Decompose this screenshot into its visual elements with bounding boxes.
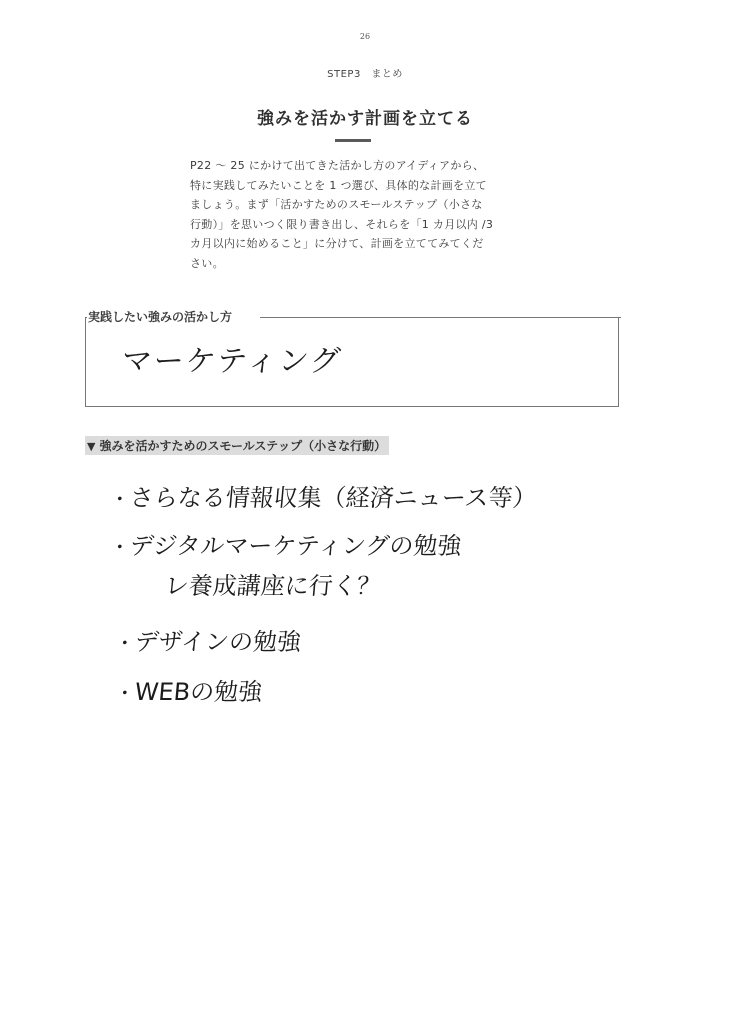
list-item-subnote: レ養成講座に行く？ bbox=[163, 572, 383, 600]
intro-line: 行動）」を思いつく限り書き出し、それらを「1 カ月以内 /3 bbox=[190, 217, 494, 231]
page-number: 26 bbox=[359, 32, 371, 41]
bullet: ・ bbox=[108, 535, 131, 559]
step-label: STEP3 まとめ bbox=[327, 69, 403, 80]
practice-box-answer: マーケティング bbox=[119, 344, 344, 379]
triangle-down-icon: ▼ bbox=[87, 440, 96, 453]
list-item-text: さらなる情報収集（経済ニュース等） bbox=[128, 484, 538, 512]
intro-line: 特に実践してみたいことを 1 つ選び、具体的な計画を立て bbox=[190, 178, 487, 192]
page-title: 強みを活かす計画を立てる bbox=[257, 109, 473, 129]
list-item bbox=[108, 526, 463, 561]
intro-line: カ月以内に始めること」に分けて、計画を立ててみてくだ bbox=[190, 237, 484, 250]
small-steps-heading bbox=[85, 436, 389, 455]
bullet: ・ bbox=[108, 487, 131, 511]
intro-paragraph bbox=[190, 156, 530, 273]
small-steps-heading-text: 強みを活かすためのスモールステップ（小さな行動） bbox=[99, 439, 387, 453]
list-item-text: デジタルマーケティングの勉強 bbox=[128, 532, 463, 560]
intro-line: P22 ～ 25 にかけて出てきた活かし方のアイディアから、 bbox=[190, 159, 485, 172]
intro-line: ましょう。まず「活かすためのスモールステップ（小さな bbox=[190, 198, 483, 211]
list-item bbox=[108, 478, 538, 513]
list-item-text: デザインの勉強 bbox=[133, 628, 303, 656]
bullet: ・ bbox=[113, 681, 136, 705]
intro-line: さい。 bbox=[190, 256, 224, 270]
list-item bbox=[113, 672, 263, 707]
practice-box-label: 実践したい強みの活かし方 bbox=[88, 308, 240, 325]
title-underline bbox=[335, 139, 371, 142]
list-item-text: WEBの勉強 bbox=[133, 678, 264, 706]
list-item bbox=[113, 622, 302, 657]
bullet: ・ bbox=[113, 631, 136, 655]
